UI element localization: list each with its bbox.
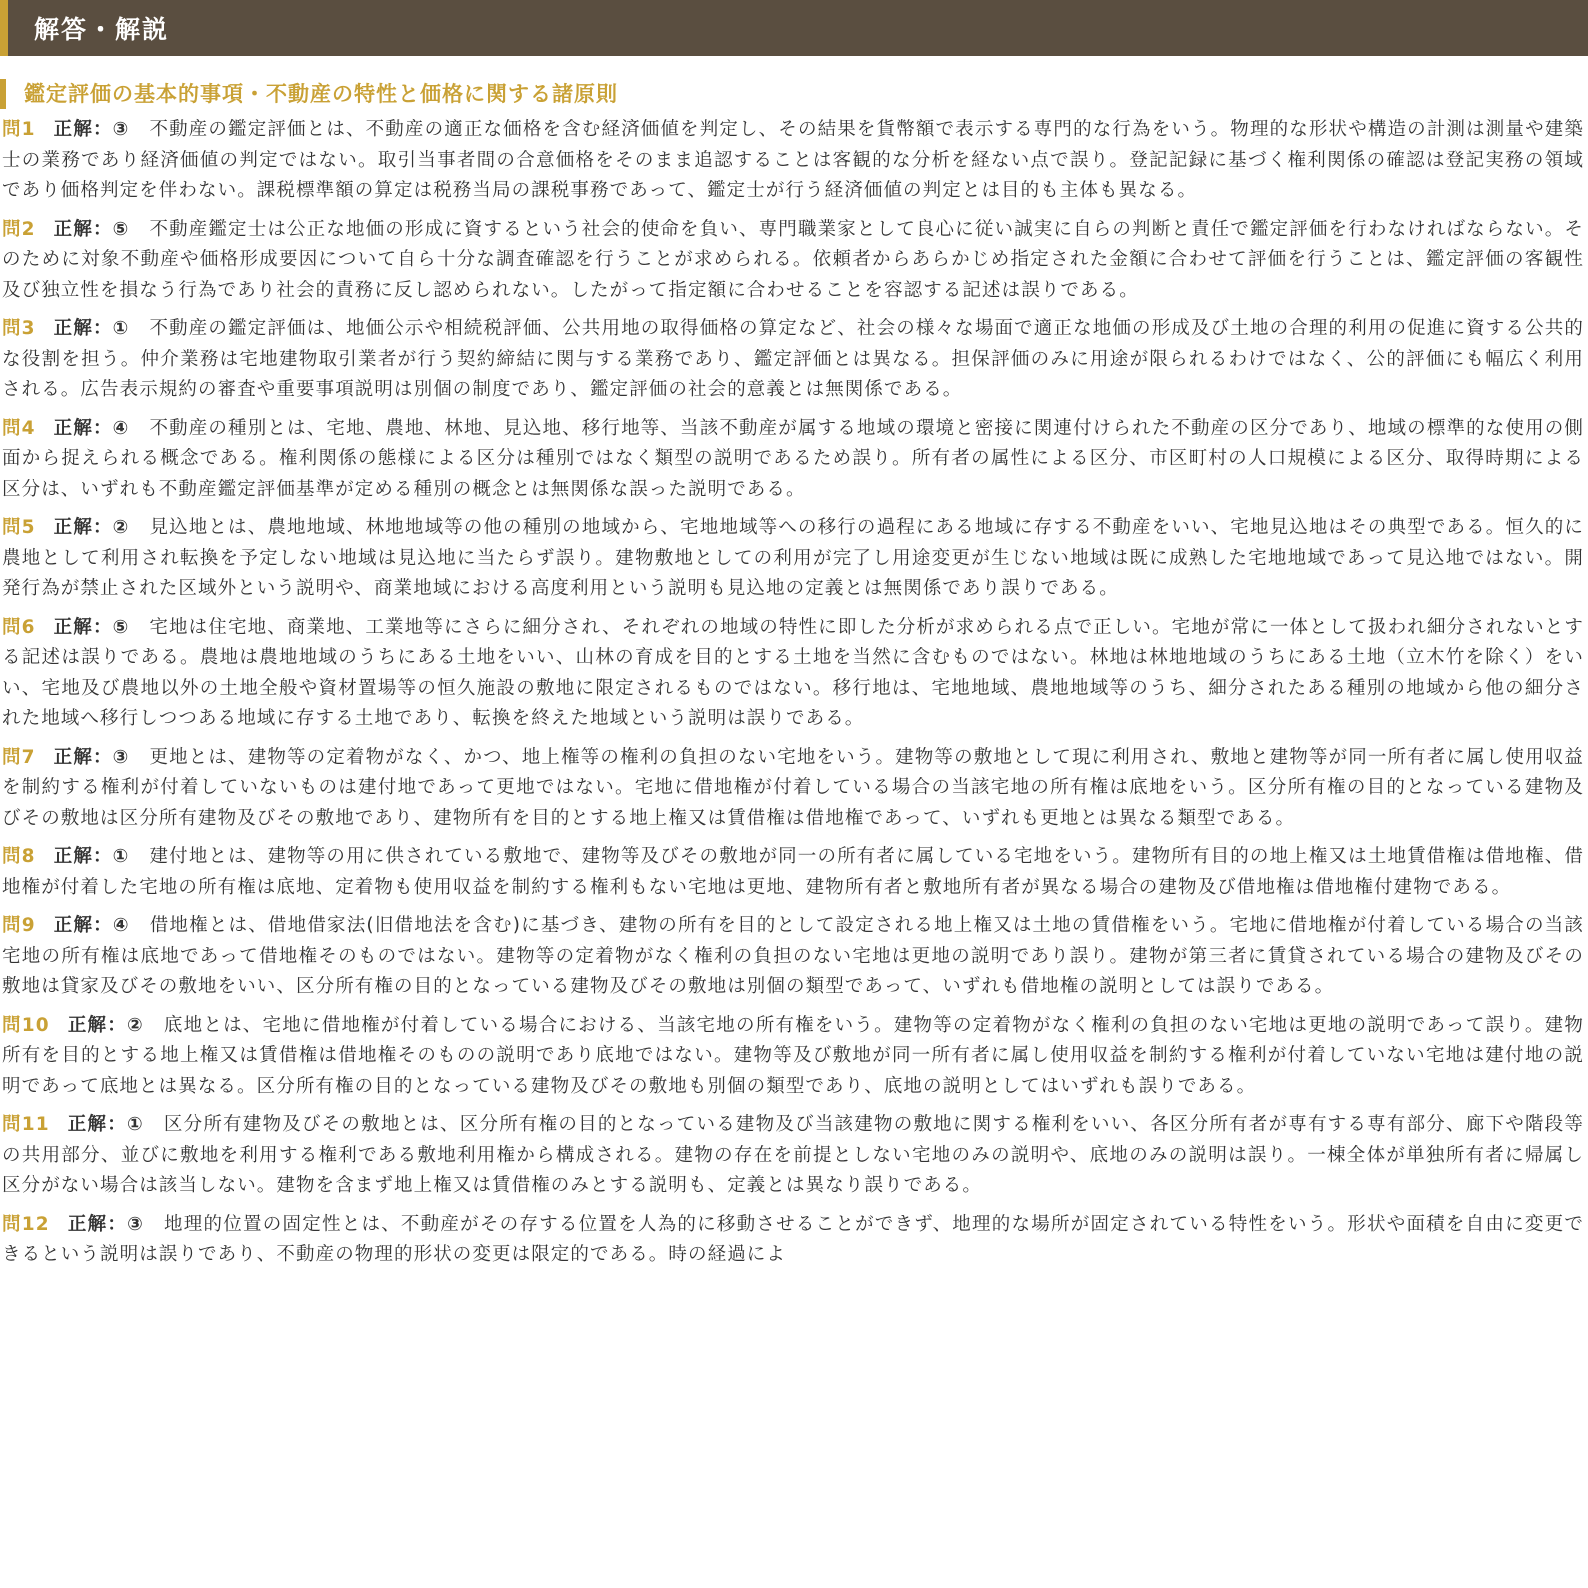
qa-item <box>0 414 1588 506</box>
header-bar <box>0 0 1588 56</box>
answer-label: 正解：③ <box>53 119 130 140</box>
explanation-text: 地理的位置の固定性とは、不動産がその存する位置を人為的に移動させることができず、地理的な場所が固定されている特性をいう。形状や面積を自由に変更できるという説明は誤りであり、不動産の物理的形状の変更は限定的である。時の経過によ <box>2 1213 1584 1265</box>
explanation-text: 見込地とは、農地地域、林地地域等の他の種別の地域から、宅地地域等への移行の過程にある地域に存する不動産をいい、宅地見込地はその典型である。恒久的に農地として利用され転換を予定しない地域は見込地に当たらず誤り。建物敷地としての利用が完了し用途変更が生じない地域は既に成熟した宅地地域であって見込地ではない。開発行為が禁止された区域外という説明や、商業地域における高度利用という説明も見込地の定義とは無関係であり誤りである。 <box>2 517 1584 599</box>
explanation-text: 宅地は住宅地、商業地、工業地等にさらに細分され、それぞれの地域の特性に即した分析が求められる点で正しい。宅地が常に一体として扱われ細分されないとする記述は誤りである。農地は農地地域のうちにある土地をいい、山林の育成を目的とする土地を当然に含むものではない。林地は林地地域のうちにある土地（立木竹を除く）をいい、宅地及び農地以外の土地全般や資材置場等の恒久施設の敷地に限定されるものではない。移行地は、宅地地域、農地地域等のうち、細分されたある種別の地域から他の細分された地域へ移行しつつある地域に存する土地であり、転換を終えた地域という説明は誤りである。 <box>2 616 1585 729</box>
section-title: 鑑定評価の基本的事項・不動産の特性と価格に関する諸原則 <box>0 79 1588 109</box>
qa-item <box>0 1011 1588 1103</box>
question-number: 問8 <box>2 846 36 867</box>
explanation-text: 不動産鑑定士は公正な地価の形成に資するという社会的使命を負い、専門職業家として良心に従い誠実に自らの判断と責任で鑑定評価を行わなければならない。そのために対象不動産や価格形成要因について自ら十分な調査確認を行うことが求められる。依頼者からあらかじめ指定された金額に合わせて評価を行うことは、鑑定評価の客観性及び独立性を損なう行為であり社会的責務に反し認められない。したがって指定額に合わせることを容認する記述は誤りである。 <box>2 218 1584 301</box>
question-number: 問12 <box>2 1213 50 1235</box>
qa-item <box>0 115 1588 207</box>
explanation-text: 建付地とは、建物等の用に供されている敷地で、建物等及びその敷地が同一の所有者に属している宅地をいう。建物所有目的の地上権又は土地賃借権は借地権、借地権が付着した宅地の所有権は底地、定着物も使用収益を制約する権利もない宅地は更地、建物所有者と敷地所有者が異なる場合の建物及び借地権は借地権付建物である。 <box>2 846 1585 898</box>
qa-item <box>0 513 1588 605</box>
question-number: 問4 <box>2 417 36 439</box>
header-title: 解答・解説 <box>34 15 170 44</box>
answer-label: 正解：① <box>53 318 130 339</box>
explanation-text: 更地とは、建物等の定着物がなく、かつ、地上権等の権利の負担のない宅地をいう。建物等の敷地として現に利用され、敷地と建物等が同一所有者に属し使用収益を制約する権利が付着していないものは建付地であって更地ではない。宅地に借地権が付着している場合の当該宅地の所有権は底地をいう。区分所有権の目的となっている建物及びその敷地は区分所有建物及びその敷地であり、建物所有を目的とする地上権又は賃借権は借地権であって、いずれも更地とは異なる類型である。 <box>2 746 1584 829</box>
qa-item <box>0 314 1588 406</box>
answer-label: 正解：① <box>53 846 130 867</box>
answer-label: 正解：⑤ <box>53 616 130 638</box>
question-number: 問1 <box>2 119 36 140</box>
question-number: 問9 <box>2 915 36 936</box>
qa-list <box>0 115 1588 1271</box>
explanation-text: 不動産の種別とは、宅地、農地、林地、見込地、移行地等、当該不動産が属する地域の環境と密接に関連付けられた不動産の区分であり、地域の標準的な使用の側面から捉えられる概念である。権利関係の態様による区分は種別ではなく類型の説明であるため誤り。所有者の属性による区分、市区町村の人口規模による区分、取得時期による区分は、いずれも不動産鑑定評価基準が定める種別の概念とは無関係な誤った説明である。 <box>2 417 1584 500</box>
explanation-text: 借地権とは、借地借家法(旧借地法を含む)に基づき、建物の所有を目的として設定される地上権又は土地の賃借権をいう。宅地に借地権が付着している場合の当該宅地の所有権は底地であって借地権そのものではない。建物等の定着物がなく権利の負担のない宅地は更地の説明であり誤り。建物が第三者に賃貸されている場合の建物及びその敷地は貸家及びその敷地をいい、区分所有権の目的となっている建物及びその敷地は別個の類型であって、いずれも借地権の説明としては誤りである。 <box>2 915 1584 997</box>
explanation-text: 底地とは、宅地に借地権が付着している場合における、当該宅地の所有権をいう。建物等の定着物がなく権利の負担のない宅地は更地の説明であって誤り。建物所有を目的とする地上権又は賃借権は借地権そのものの説明であり底地ではない。建物等及び敷地が同一所有者に属し使用収益を制約する権利が付着していない宅地は建付地の説明であって底地とは異なる。区分所有権の目的となっている建物及びその敷地も別個の類型であり、底地の説明としてはいずれも誤りである。 <box>2 1014 1584 1097</box>
qa-item <box>0 911 1588 1003</box>
question-number: 問2 <box>2 218 36 240</box>
answer-label: 正解：② <box>53 517 130 538</box>
answer-label: 正解：⑤ <box>53 218 130 240</box>
answer-label: 正解：③ <box>53 746 130 768</box>
qa-item <box>0 215 1588 307</box>
explanation-text: 不動産の鑑定評価とは、不動産の適正な価格を含む経済価値を判定し、その結果を貨幣額で表示する専門的な行為をいう。物理的な形状や構造の計測は測量や建築士の業務であり経済価値の判定ではない。取引当事者間の合意価格をそのまま追認することは客観的な分析を経ない点で誤り。登記記録に基づく権利関係の確認は登記実務の領域であり価格判定を伴わない。課税標準額の算定は税務当局の課税事務であって、鑑定士が行う経済価値の判定とは目的も主体も異なる。 <box>2 119 1584 201</box>
qa-item <box>0 1110 1588 1202</box>
answer-label: 正解：① <box>67 1114 144 1135</box>
qa-item <box>0 743 1588 835</box>
explanation-text: 不動産の鑑定評価は、地価公示や相続税評価、公共用地の取得価格の算定など、社会の様々な場面で適正な地価の形成及び土地の合理的利用の促進に資する公共的な役割を担う。仲介業務は宅地建物取引業者が行う契約締結に関与する業務であり、鑑定評価とは異なる。担保評価のみに用途が限られるわけではなく、公的評価にも幅広く利用される。広告表示規約の審査や重要事項説明は別個の制度であり、鑑定評価の社会的意義とは無関係である。 <box>2 318 1584 400</box>
question-number: 問3 <box>2 318 36 339</box>
question-number: 問7 <box>2 746 36 768</box>
answer-label: 正解：② <box>67 1014 144 1036</box>
question-number: 問11 <box>2 1114 50 1135</box>
qa-item <box>0 1210 1588 1271</box>
answer-label: 正解：③ <box>67 1213 144 1235</box>
explanation-text: 区分所有建物及びその敷地とは、区分所有権の目的となっている建物及び当該建物の敷地に関する権利をいい、各区分所有者が専有する専有部分、廊下や階段等の共用部分、並びに敷地を利用する権利である敷地利用権から構成される。建物の存在を前提としない宅地のみの説明や、底地のみの説明は誤り。一棟全体が単独所有者に帰属し区分がない場合は該当しない。建物を含まず地上権又は賃借権のみとする説明も、定義とは異なり誤りである。 <box>2 1114 1584 1196</box>
qa-item <box>0 842 1588 903</box>
question-number: 問6 <box>2 616 36 638</box>
qa-item <box>0 613 1588 735</box>
question-number: 問5 <box>2 517 36 538</box>
answer-label: 正解：④ <box>53 417 130 439</box>
question-number: 問10 <box>2 1014 50 1036</box>
answer-label: 正解：④ <box>53 915 130 936</box>
